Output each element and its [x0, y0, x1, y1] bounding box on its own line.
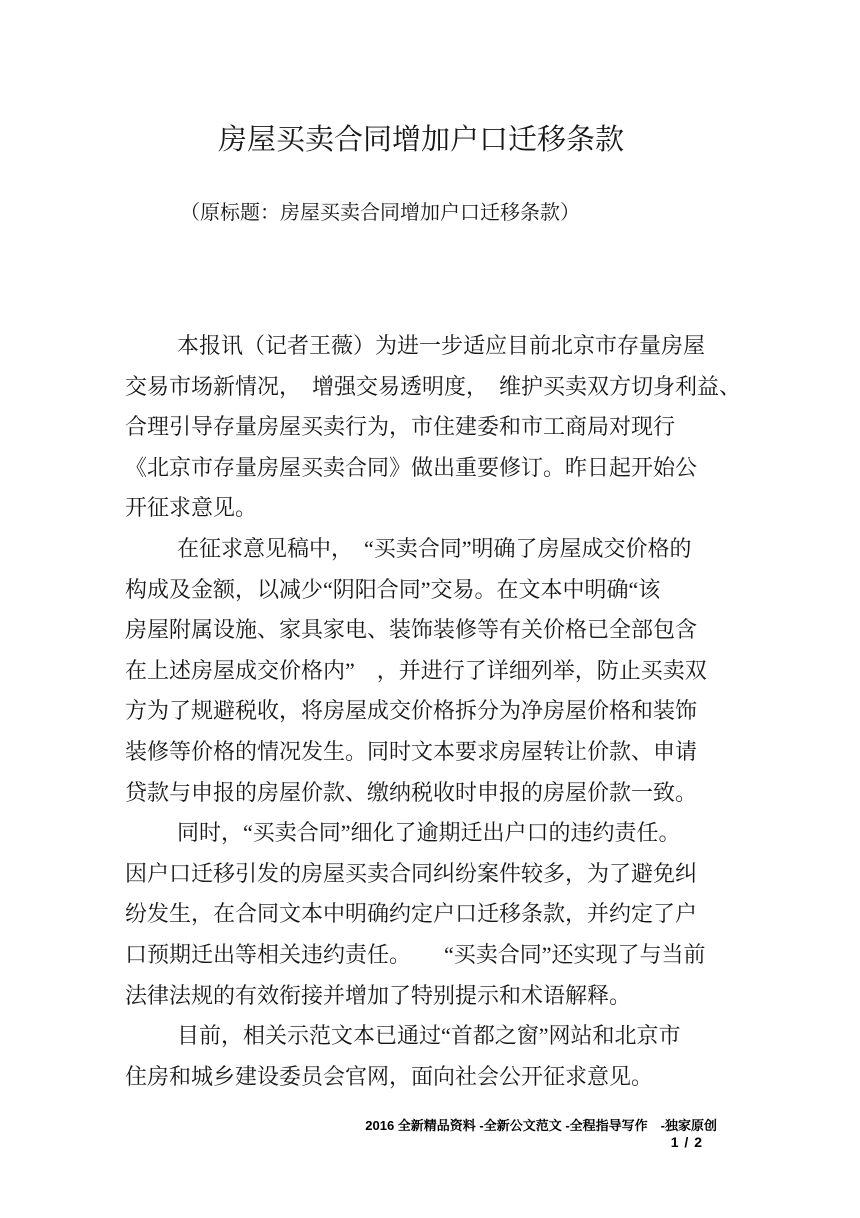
paragraph-line: 法律法规的有效衔接并增加了特别提示和术语解释。 [125, 982, 632, 1008]
document-subtitle: （原标题：房屋买卖合同增加户口迁移条款） [180, 202, 580, 224]
paragraph [125, 529, 735, 813]
paragraph-line: 在征求意见稿中， “买卖合同”明确了房屋成交价格的 [177, 535, 692, 561]
paragraph-line: 合理引导存量房屋买卖行为，市住建委和市工商局对现行 [125, 414, 676, 440]
paragraph-line: 交易市场新情况， 增强交易透明度， 维护买卖双方切身利益、 [125, 373, 742, 399]
paragraph-line: 《北京市存量房屋买卖合同》做出重要修订。昨日起开始公 [125, 454, 698, 480]
page-footer [125, 1118, 717, 1150]
paragraph-line: 贷款与申报的房屋价款、缴纳税收时申报的房屋价款一致。 [125, 779, 698, 805]
paragraph [125, 813, 735, 1016]
paragraph-line: 因户口迁移引发的房屋买卖合同纠纷案件较多，为了避免纠 [125, 860, 698, 886]
page-number: 1 / 2 [670, 1134, 703, 1150]
paragraph-line: 本报讯（记者王薇）为进一步适应目前北京市存量房屋 [177, 333, 706, 358]
paragraph-line: 纷发生，在合同文本中明确约定户口迁移条款，并约定了户 [125, 901, 698, 927]
paragraph [125, 326, 742, 529]
paragraph-line: 目前，相关示范文本已通过“首都之窗”网站和北京市 [177, 1023, 681, 1049]
paragraph [125, 1016, 735, 1097]
paragraph-line: 在上述房屋成交价格内” ，并进行了详细列举，防止买卖双 [125, 657, 707, 683]
document-title: 房屋买卖合同增加户口迁移条款 [217, 124, 624, 157]
paragraph-line: 口预期迁出等相关违约责任。 “买卖合同”还实现了与当前 [125, 941, 706, 967]
footer-credit: 2016 全新精品资料 -全新公文范文 -全程指导写作 -独家原创 [365, 1118, 717, 1133]
document-body [125, 326, 742, 1097]
paragraph-line: 装修等价格的情况发生。同时文本要求房屋转让价款、申请 [125, 738, 698, 764]
paragraph-line: 房屋附属设施、家具家电、装饰装修等有关价格已全部包含 [125, 617, 698, 643]
paragraph-line: 方为了规避税收，将房屋成交价格拆分为净房屋价格和装饰 [125, 698, 698, 724]
paragraph-line: 开征求意见。 [125, 495, 258, 521]
paragraph-line: 住房和城乡建设委员会官网，面向社会公开征求意见。 [125, 1063, 654, 1089]
paragraph-line: 同时，“买卖合同”细化了逾期迁出户口的违约责任。 [177, 820, 681, 846]
paragraph-line: 构成及金额，以减少“阴阳合同”交易。在文本中明确“该 [125, 576, 661, 602]
